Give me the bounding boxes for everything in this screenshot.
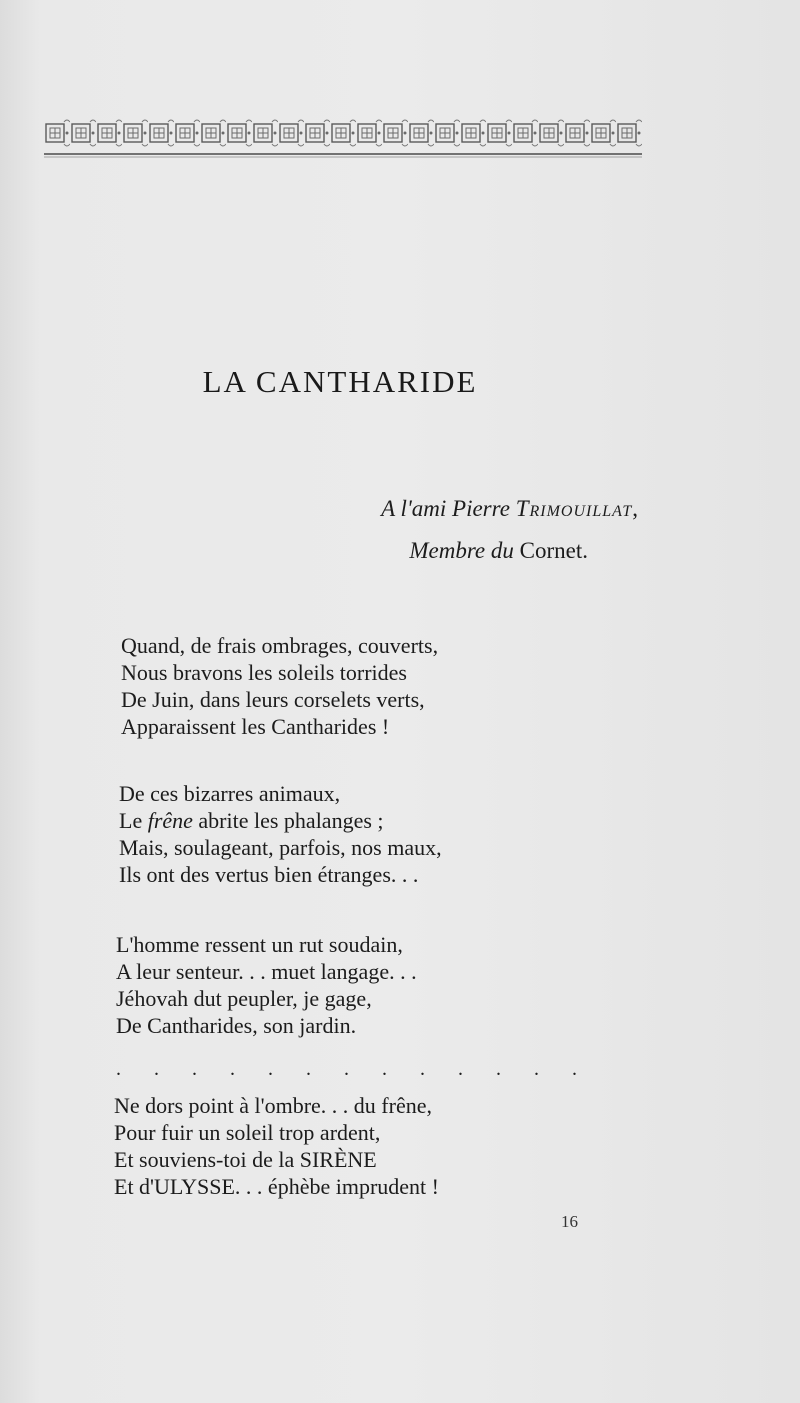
dedication-comma: , xyxy=(632,496,638,521)
stanza-1 xyxy=(121,632,438,740)
verse-line: Ne dors point à l'ombre. . . du frêne, xyxy=(114,1093,432,1118)
ellipsis-separator: . . . . . . . . . . . . . xyxy=(116,1058,591,1080)
verse-line: Nous bravons les soleils torrides xyxy=(121,660,407,685)
dedication-prefix: A l'ami Pierre xyxy=(381,496,516,521)
stanza-2 xyxy=(119,780,442,888)
verse-line: Mais, soulageant, parfois, nos maux, xyxy=(119,835,442,860)
verse-line: Apparaissent les Cantharides ! xyxy=(121,714,390,739)
verse-line: Quand, de frais ombrages, couverts, xyxy=(121,633,439,658)
verse-line: Et d'ULYSSE. . . éphèbe imprudent ! xyxy=(114,1174,439,1199)
stanza-3 xyxy=(116,931,417,1039)
verse-line: De ces bizarres animaux, xyxy=(119,781,341,806)
verse-line: Ils ont des vertus bien étranges. . . xyxy=(119,862,419,887)
verse-line: De Cantharides, son jardin. xyxy=(116,1013,357,1038)
page-number: 16 xyxy=(561,1212,578,1231)
decorative-header-band xyxy=(44,114,642,162)
verse-line-with-italic xyxy=(119,807,442,834)
dedication-name: Trimouillat xyxy=(515,496,633,521)
stanza-4 xyxy=(114,1092,439,1200)
verse-line: Pour fuir un soleil trop ardent, xyxy=(114,1120,381,1145)
dedication-group: Cornet. xyxy=(519,538,588,563)
verse-line: Jéhovah dut peupler, je gage, xyxy=(116,986,372,1011)
verse-fragment: abrite les phalanges ; xyxy=(192,808,384,833)
dedication-role: Membre du xyxy=(409,538,520,563)
poem-title: LA CANTHARIDE xyxy=(202,364,478,399)
dedication-line-1 xyxy=(381,496,638,522)
dedication-line-2 xyxy=(409,538,588,564)
verse-line: L'homme ressent un rut soudain, xyxy=(116,932,403,957)
verse-fragment: Le xyxy=(119,808,148,833)
verse-line: De Juin, dans leurs corselets verts, xyxy=(121,687,425,712)
verse-line: Et souviens-toi de la SIRÈNE xyxy=(114,1147,377,1172)
verse-line: A leur senteur. . . muet langage. . . xyxy=(116,959,417,984)
verse-italic-word: frêne xyxy=(147,808,193,833)
